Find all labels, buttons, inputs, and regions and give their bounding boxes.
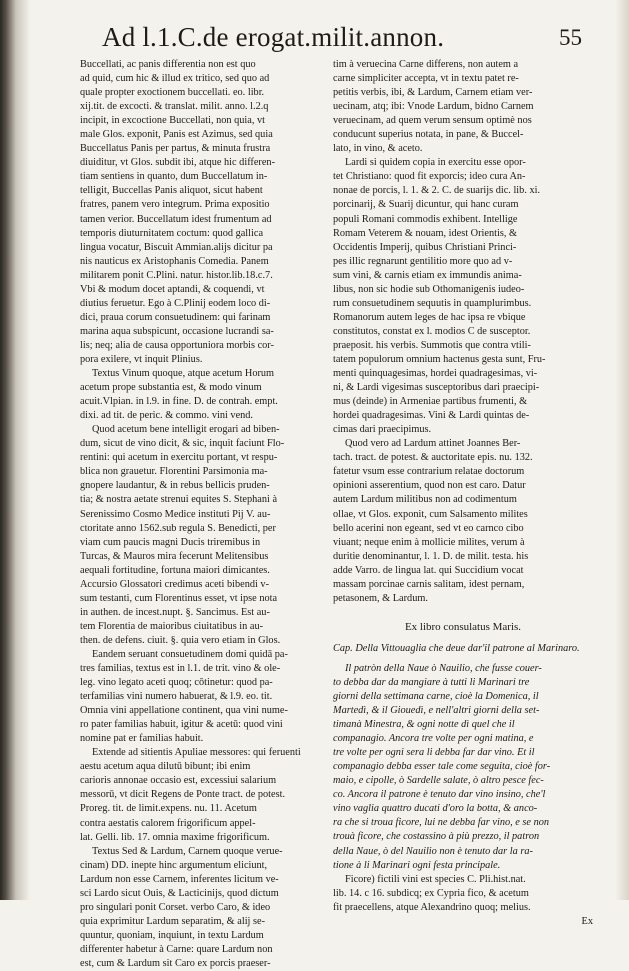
text-line: ad quid, cum hic & illud ex tritico, sed quo ad xyxy=(80,73,270,85)
text-line: viuant; neque enim à mollicie milites, verum à xyxy=(333,536,525,548)
text-line: Omnia vini appellatione continent, qua vini nume- xyxy=(80,705,288,717)
text-line: tione à li Marinari ogni festa principale. xyxy=(333,859,501,871)
text-line: Lardum non esse Carnem, inferentes licitum ve- xyxy=(80,873,279,885)
text-line: quia exprimitur Lardum separatim, & alij se- xyxy=(80,915,266,927)
text-line: libus, non sic hodie sub Othomanigenis iudeo- xyxy=(333,283,525,295)
text-line: co. Ancora il patrone è tenuto dar vino insino, che'l xyxy=(333,789,546,801)
text-line: Buccellati, ac panis differentia non est quo xyxy=(80,59,256,70)
page-number: 55 xyxy=(559,25,582,50)
text-line: xij.tit. de excocti. & translat. milit. anno. l.2.q xyxy=(80,101,269,113)
page-edge xyxy=(615,0,629,900)
text-line: Martedì, & il Giouedì, e nell'altri giorni della set- xyxy=(333,705,540,717)
left-column xyxy=(80,58,318,971)
text-line: aequali fortitudine, fortuna maiori dimicantes. xyxy=(80,564,270,576)
text-line: tem Florentia de maioribus ciuitatibus in au- xyxy=(80,620,264,632)
text-line: trouà ficore, che costassino à più prezzo, il patron xyxy=(333,831,540,843)
text-line: Quod acetum bene intelligit erogari ad biben- xyxy=(92,424,280,436)
text-line: blica non grauetur. Florentini Parsimonia ma- xyxy=(80,466,268,478)
text-line: ro pater familias habuit, igitur & acetū: quod vini xyxy=(80,719,283,731)
text-line: companagio debba esser tale come seguita, cioè for- xyxy=(333,761,551,773)
text-line: tre volte per ogni sera li debba far dar vino. Et il xyxy=(333,747,535,759)
chapter-heading: Cap. Della Vittouaglia che deue dar'il patrone al Marinaro. xyxy=(333,642,580,654)
text-line: cimas dari praecipimus. xyxy=(333,424,432,436)
text-line: uecinam, atq; ibi: Vnode Lardum, bidno Carnem xyxy=(333,101,534,113)
text-line: tres familias, textus est in l.1. de trit. vino & ole- xyxy=(80,663,281,675)
text-line: maio, e cipolle, ò Sardelle salate, ò altro pesce fec- xyxy=(333,775,544,787)
text-line: dum, sicut de vino dicit, & sic, inquit faciunt Flo- xyxy=(80,438,285,450)
text-line: Romanorum autem leges de hac ipsa re vbique xyxy=(333,311,526,323)
text-line: petitis verbis, ibi, & Lardum, Carnem etiam ver- xyxy=(333,87,533,99)
text-line: mus (deinde) in Armeniae partibus frumenti, & xyxy=(333,396,528,408)
text-line: cinam) DD. inepte hinc argumentum eliciunt, xyxy=(80,859,268,871)
text-line: acuit.Vlpian. in l.9. in fine. D. de contrah. empt. xyxy=(80,396,278,408)
text-line: Accursio Glossatori credimus aceti bibendi v- xyxy=(80,578,270,590)
text-line: tach. tract. de potest. & auctoritate epis. nu. 132. xyxy=(333,452,533,464)
running-head: Ad l.1.C.de erogat.milit.annon. xyxy=(102,22,445,52)
text-line: tia; & nostra aetate strenui equites S. Stephani à xyxy=(80,494,278,506)
text-line: diuiditur, vt Glos. subdit ibi, atque hic differen- xyxy=(80,157,276,169)
text-line: nomine pat er familias habuit. xyxy=(80,733,204,745)
text-line: companagio. Ancora tre volte per ogni matina, e xyxy=(333,733,534,745)
text-line: opinioni asserentium, quod non est caro. Datur xyxy=(333,480,526,492)
text-line: carioris annonae occasio est, excessiui salarium xyxy=(80,775,277,787)
text-line: tamen verior. Buccellatum idest frumentum ad xyxy=(80,213,272,225)
text-line: Buccellatus Panis per partus, & minuta frustra xyxy=(80,143,271,155)
text-line: adde Varro. de lingua lat. qui Succidium vocat xyxy=(333,564,524,576)
right-column-latin xyxy=(333,58,593,606)
binding-gutter-shadow xyxy=(0,0,30,900)
text-line: aestu acetum aqua dilutū bibunt; ibi enim xyxy=(80,761,251,773)
text-line: differenter habetur à Carne: quare Lardum non xyxy=(80,943,273,955)
text-line: leg. vino legato aceti quoq; cōtinetur: quod pa- xyxy=(80,677,273,689)
text-line: Proreg. tit. de limit.expens. nu. 11. Acetum xyxy=(80,803,257,815)
text-line: fratres, panem vero integrum. Prima expositio xyxy=(80,199,270,211)
text-line: temporis diuturnitatem coctum: quod gallica xyxy=(80,227,264,239)
text-line: Eandem seruant consuetudinem domi quidā pa- xyxy=(92,648,288,660)
text-line: rentini: qui acetum in exercitu portant, vt respu- xyxy=(80,452,278,464)
text-line: diutius feruetur. Ego à C.Plinij eodem loco di- xyxy=(80,297,271,309)
text-line: nis nauticus ex Aristophanis Comedia. Panem xyxy=(80,255,269,267)
text-line: pora exilere, vt inquit Plinius. xyxy=(80,353,203,365)
text-line: militarem ponit C.Plini. natur. histor.lib.18.c.7. xyxy=(80,269,273,281)
text-line: menti quinquagesimas, hordei quadragesimas, vi- xyxy=(333,368,538,380)
text-line: telligit, Buccellas Panis aliquot, sicut habent xyxy=(80,185,263,197)
text-line: to debba dar da mangiare à tutti li Marinari tre xyxy=(333,676,530,688)
text-line: vino vaglia quattro ducati d'oro la botta, & anco- xyxy=(333,803,538,815)
text-line: constitutos, constat ex l. modios C de susceptor. xyxy=(333,325,531,337)
text-line: in authen. de incest.nupt. §. Sancimus. Est au- xyxy=(80,606,270,618)
text-line: tet Christiano: quod fit exporcis; ideo cura An- xyxy=(333,171,526,183)
text-line: lato, in vino, & aceto. xyxy=(333,143,423,155)
text-line: autem Lardum militibus non ad codimentum xyxy=(333,494,517,506)
text-line: Ficore) fictili vini est species C. Pli.hist.nat. xyxy=(345,873,526,885)
text-line: tatem populorum omnium hactenus gesta sunt, Fru- xyxy=(333,353,546,365)
text-line: populi Romani commodis exhibent. Intellige xyxy=(333,213,518,225)
text-line: contra aestatis calorem frigorificum appel- xyxy=(80,817,256,829)
text-line: bello acerini non egeant, sed vt eo carnco cibo xyxy=(333,522,524,534)
text-line: gnopere laudantur, & in rebus bellicis pruden- xyxy=(80,480,270,492)
text-line: pes illic regnarunt gentilitio more quo ad v- xyxy=(333,255,513,267)
text-line: massam porcinae carnis salitam, idest pernam, xyxy=(333,578,525,590)
text-line: viam cum paucis magni Ducis triremibus in xyxy=(80,536,261,548)
text-line: Quod vero ad Lardum attinet Joannes Ber- xyxy=(345,438,521,450)
section-title: Ex libro consulatus Maris. xyxy=(404,620,522,633)
text-line: rum consuetudinem sequutis in quamplurimbus. xyxy=(333,297,532,309)
text-line: porcinarij, & Suarij dicuntur, qui hanc curam xyxy=(333,199,519,211)
text-line: Serenissimo Cosmo Medice instituti Pij V. au- xyxy=(80,508,271,520)
text-line: sum vini, & carnis etiam ex immundis anima- xyxy=(333,269,522,281)
text-line: incipit, in excoctione Buccellati, non quia, vt xyxy=(80,115,266,127)
page-header xyxy=(86,22,586,56)
text-line: then. de defens. ciuit. §. quia vero etiam in Glos. xyxy=(80,634,281,646)
text-line: nonae de porcis, l. 1. & 2. C. de suarijs dic. lib. xi. xyxy=(333,185,541,197)
text-line: lat. Gelli. lib. 17. omnia maxime frigorificum. xyxy=(80,831,270,843)
text-line: quuntur, quoniam, inquiunt, in textu Lardum xyxy=(80,929,264,941)
text-line: tim à veruecina Carne differens, non autem a xyxy=(333,59,519,70)
right-column xyxy=(333,58,593,929)
text-line: Vbi & modum docet aptandi, & coquendi, vt xyxy=(80,283,265,295)
text-line: quale propter exoctionem buccellati. eo. libr. xyxy=(80,87,265,99)
text-line: est, cum & Lardum sit Caro ex porcis praeser- xyxy=(80,958,271,969)
text-line: pro singulari ponit Corset. verbo Caro, & ideo xyxy=(80,901,271,913)
text-line: terfamilias vini numero habuerat, & l.9. eo. tit. xyxy=(80,691,273,703)
text-line: petasonem, & Lardum. xyxy=(333,592,428,604)
text-line: fit praecellens, atque Alexandrino quoq; melius. xyxy=(333,901,531,913)
text-line: Occidentis Imperij, quibus Christiani Princi- xyxy=(333,241,517,253)
text-line: ra che si troua ficore, lui ne debba far vino, e se non xyxy=(333,817,550,829)
text-line: Turcas, & Mauros mira fecerunt Melitensibus xyxy=(80,550,269,562)
text-line: Textus Sed & Lardum, Carnem quoque verue- xyxy=(92,845,283,857)
text-line: hordei quadragesimas. Vini & Lardi quintas de- xyxy=(333,410,530,422)
text-line: messorū, vt dicit Regens de Ponte tract. de potest. xyxy=(80,789,286,801)
text-line: lis; neq; alia de causa opportuniora morbis cor- xyxy=(80,339,274,351)
text-line: male Glos. exponit, Panis est Azimus, sed quia xyxy=(80,129,273,141)
text-line: dixi. ad tit. de peric. & commo. vini vend. xyxy=(80,410,254,422)
text-line: conducunt superius notata, in pane, & Buccel- xyxy=(333,129,524,141)
text-line: Textus Vinum quoque, atque acetum Horum xyxy=(92,368,275,380)
text-line: ctoritate anno 1562.sub regula S. Benedicti, per xyxy=(80,522,276,534)
text-line: fatetur vsum esse contrarium relatae doctorum xyxy=(333,466,525,478)
right-column-italian xyxy=(333,662,593,915)
text-line: dici, praua corum consuetudinem: qui farinam xyxy=(80,311,271,323)
text-line: lingua vocatur, Biscuit Ammian.alijs dicitur pa xyxy=(80,241,273,253)
text-line: sum testanti, cum Florentinus esset, vt ipse nota xyxy=(80,592,278,604)
text-line: Extende ad sitientis Apuliae messores: qui feruenti xyxy=(92,747,301,759)
text-line: della Naue, ò del Nauilio non è tenuto dar la ra- xyxy=(333,845,533,857)
text-line: ni, & Lardi vigesimas susceptoribus dari praecipi- xyxy=(333,382,540,394)
text-line: tiam sentiens in quanto, dum Buccellatum in- xyxy=(80,171,268,183)
text-line: giorni della settimana carne, cioè la Domenica, il xyxy=(333,691,539,703)
text-line: duritie denominantur, l. 1. D. de milit. testa. his xyxy=(333,550,529,562)
text-line: Romam Veterem & nouam, idest Orientis, & xyxy=(333,227,517,239)
text-line: carne simpliciter accepta, vt in textu patet re- xyxy=(333,73,519,85)
catchword: Ex xyxy=(581,915,593,927)
text-line: praeposit. his verbis. Summotis que contra vtili- xyxy=(333,339,531,351)
text-line: lib. 14. c 16. subdicq; ex Cypria fico, & acetum xyxy=(333,887,529,899)
text-line: timanà Minestra, & ogni notte dì quel che il xyxy=(333,719,515,731)
text-line: Lardi si quidem copia in exercitu esse opor- xyxy=(345,157,526,169)
text-line: Il patròn della Naue ò Nauilio, che fusse couer- xyxy=(345,662,542,674)
text-line: marina aqua subspicunt, occasione lucrandi sa- xyxy=(80,325,274,337)
text-line: acetum prope substantia est, & modo vinum xyxy=(80,382,262,394)
text-line: veruecinam, ad quem verum sensum optimè nos xyxy=(333,115,532,127)
text-line: ollae, vt Glos. exponit, cum Salsamento milites xyxy=(333,508,528,520)
text-line: sci Lardo sicut Ouis, & Lacticinijs, quod dictum xyxy=(80,887,279,899)
